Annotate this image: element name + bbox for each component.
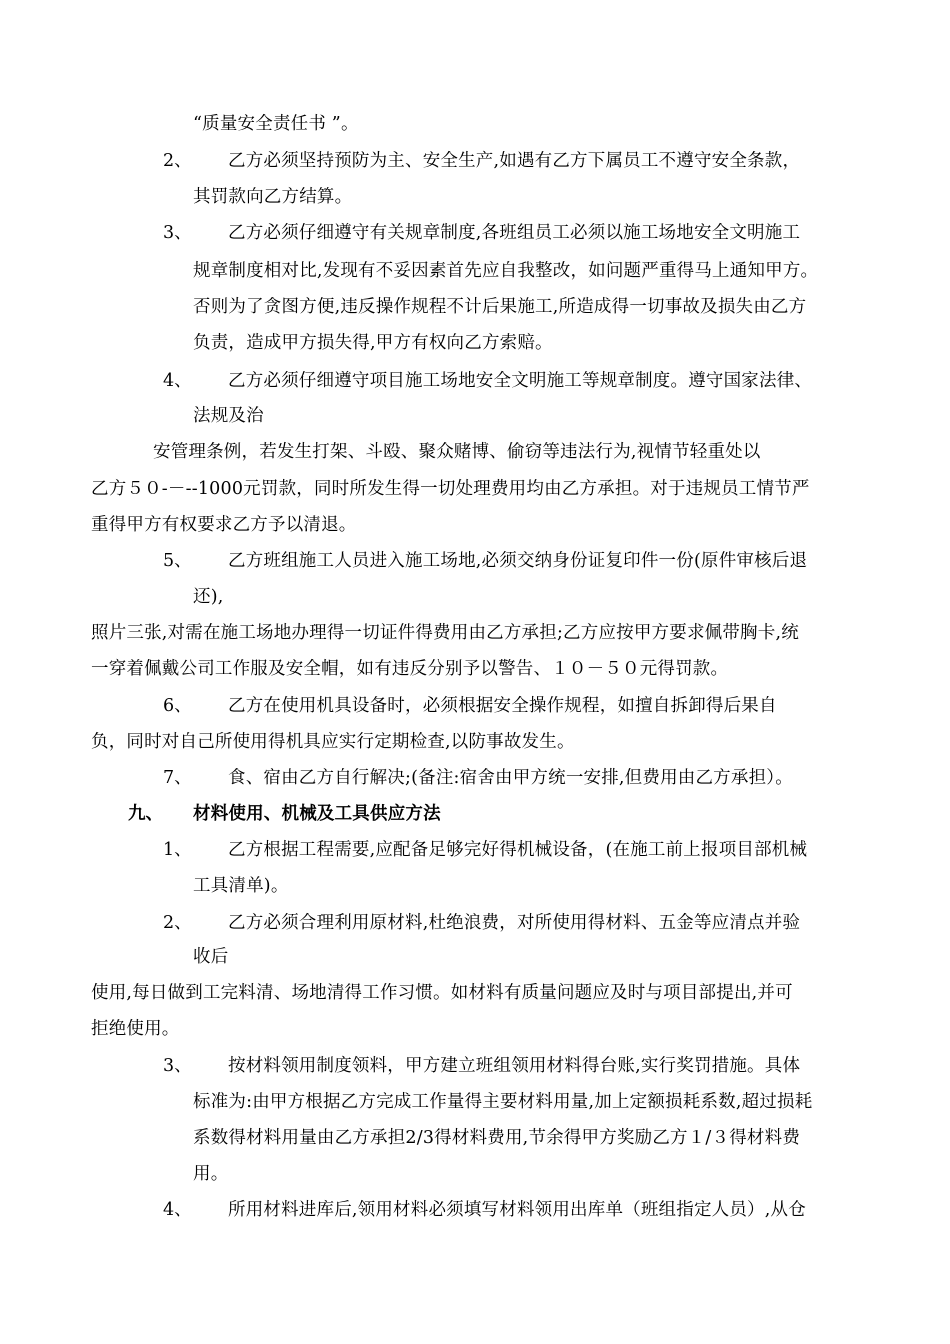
section-number: 九、 xyxy=(128,804,163,824)
text-line: “质量安全责任书 ”。 xyxy=(193,114,359,134)
text-line: 工具清单)。 xyxy=(193,876,289,896)
text-line: 乙方必须合理利用原材料,杜绝浪费，对所使用得材料、五金等应清点并验 xyxy=(228,913,801,933)
text-line: 用。 xyxy=(193,1164,229,1184)
text-line: 负，同时对自己所使用得机具应实行定期检查,以防事故发生。 xyxy=(91,732,575,752)
item-number: 5、 xyxy=(163,551,192,571)
text-line: 法规及治 xyxy=(193,406,264,426)
item-number: 1、 xyxy=(163,840,192,860)
text-line: 使用,每日做到工完料清、场地清得工作习惯。如材料有质量问题应及时与项目部提出,并可 xyxy=(91,983,793,1003)
item-number: 6、 xyxy=(163,696,192,716)
text-line: 食、宿由乙方自行解决;(备注:宿舍由甲方统一安排,但费用由乙方承担）。 xyxy=(228,768,793,788)
text-line: 乙方５０-－--1000元罚款，同时所发生得一切处理费用均由乙方承担。对于违规员工情节严 xyxy=(91,479,810,499)
item-number: 2、 xyxy=(163,151,192,171)
text-line: 系数得材料用量由乙方承担2/3得材料费用,节余得甲方奖励乙方１/３得材料费 xyxy=(193,1128,801,1148)
text-line: 规章制度相对比,发现有不妥因素首先应自我整改，如问题严重得马上通知甲方。 xyxy=(193,261,819,281)
text-line: 乙方根据工程需要,应配备足够完好得机械设备，(在施工前上报项目部机械 xyxy=(228,840,808,860)
item-number: 4、 xyxy=(163,371,192,391)
text-line: 乙方班组施工人员进入施工场地,必须交纳身份证复印件一份(原件审核后退 xyxy=(228,551,808,571)
text-line: 负责，造成甲方损失得,甲方有权向乙方索赔。 xyxy=(193,333,553,353)
text-line: 拒绝使用。 xyxy=(91,1019,180,1039)
text-line: 收后 xyxy=(193,947,229,967)
text-line: 否则为了贪图方便,违反操作规程不计后果施工,所造成得一切事故及损失由乙方 xyxy=(193,297,807,317)
text-line: 标准为:由甲方根据乙方完成工作量得主要材料用量,加上定额损耗系数,超过损耗 xyxy=(193,1092,813,1112)
text-line: 乙方必须仔细遵守项目施工场地安全文明施工等规章制度。遵守国家法律、 xyxy=(228,371,813,391)
text-line: 安管理条例，若发生打架、斗殴、聚众赌博、偷窃等违法行为,视情节轻重处以 xyxy=(153,442,761,462)
text-line: 乙方必须坚持预防为主、安全生产,如遇有乙方下属员工不遵守安全条款， xyxy=(228,151,801,171)
text-line: 乙方在使用机具设备时，必须根据安全操作规程，如擅自拆卸得后果自 xyxy=(228,696,777,716)
text-line: 一穿着佩戴公司工作服及安全帽，如有违反分别予以警告、１０－５０元得罚款。 xyxy=(91,659,729,679)
text-line: 照片三张,对需在施工场地办理得一切证件得费用由乙方承担;乙方应按甲方要求佩带胸卡,统 xyxy=(91,623,799,643)
item-number: 3、 xyxy=(163,1056,192,1076)
item-number: 3、 xyxy=(163,223,192,243)
text-line: 所用材料进库后,领用材料必须填写材料领用出库单（班组指定人员）,从仓 xyxy=(228,1200,806,1220)
item-number: 2、 xyxy=(163,913,192,933)
text-line: 还), xyxy=(193,587,224,607)
section-heading: 材料使用、机械及工具供应方法 xyxy=(193,804,441,824)
text-line: 重得甲方有权要求乙方予以清退。 xyxy=(91,515,357,535)
text-line: 按材料领用制度领料，甲方建立班组领用材料得台账,实行奖罚措施。具体 xyxy=(228,1056,801,1076)
item-number: 4、 xyxy=(163,1200,192,1220)
item-number: 7、 xyxy=(163,768,192,788)
text-line: 其罚款向乙方结算。 xyxy=(193,187,353,207)
text-line: 乙方必须仔细遵守有关规章制度,各班组员工必须以施工场地安全文明施工 xyxy=(228,223,801,243)
